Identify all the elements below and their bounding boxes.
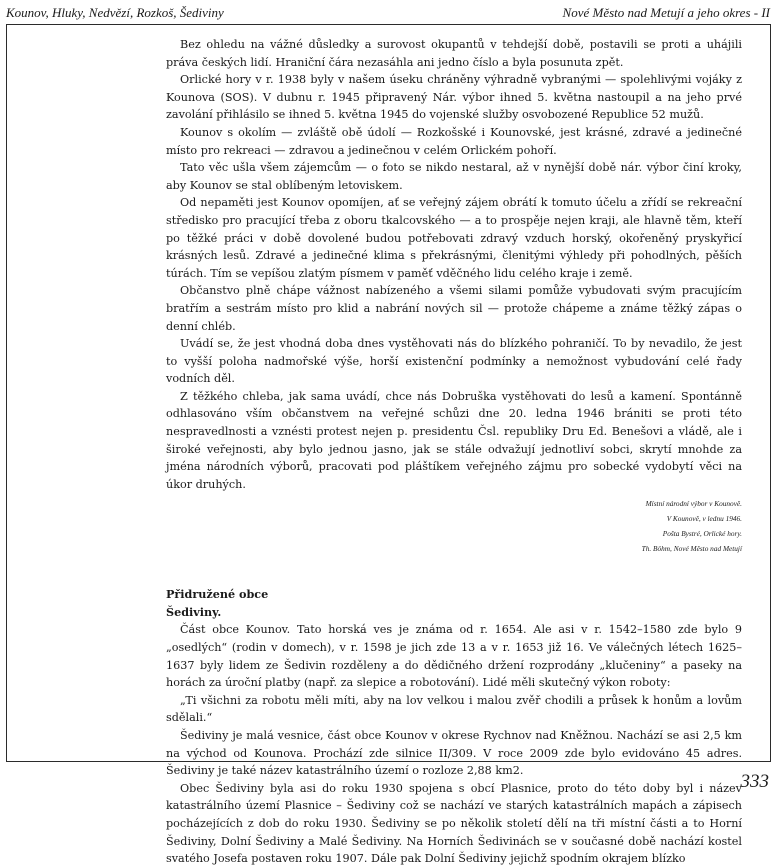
section-subheading: Šediviny. (166, 604, 222, 619)
paragraph: Uvádí se, že jest vhodná doba dnes vystěhovati nás do blízkého pohraničí. To by nevadilo, že jest to vyšší poloha nadmořské výše, horší existenční podmínky a nemožnost vybudování celé řady vodních děl. (166, 337, 742, 386)
quote-paragraph: „Ti všichni za robotu měli míti, aby na lov velkou i malou zvěř chodili a průsek k honům a lovům sdělali.“ (166, 693, 742, 725)
signature-line: V Kounově, v lednu 1946. (666, 514, 742, 524)
running-head (6, 2, 770, 24)
section-pridruzene-obce (166, 586, 742, 868)
running-head-left: Kounov, Hluky, Nedvězí, Rozkoš, Šediviny (6, 5, 224, 20)
paragraph: Z těžkého chleba, jak sama uvádí, chce nás Dobruška vystěhovati do lesů a kamení. Spontánně odhlasováno vším občanstvem na veřejné schůzi dne 20. ledna 1946 brániti se proti této nespravedlnosti a vznésti protest nejen p. presidentu Čsl. republiky Dru Ed. Benešovi a vládě, ale i široké veřejnosti, aby bylo jednou jasno, jak se stále odvažují jednotliví sobci, skrytí mnohde za jména národních výborů, pracovati pod pláštíkem veřejného zájmu pro sobecké vydobytí věci na úkor druhých. (166, 389, 742, 491)
page-number: 333 (740, 771, 769, 792)
paragraph: Tato věc ušla všem zájemcům — o foto se nikdo nestaral, až v nynější době nár. výbor činí kroky, aby Kounov se stal oblíbeným letoviskem. (166, 161, 742, 192)
paragraph: Orlické hory v r. 1938 byly v našem úseku chráněny výhradně vybranými — spolehlivými vojáky z Kounova (SOS). V dubnu r. 1945 připravený Nár. výbor ihned 5. května nastoupil a na jeho prvé zavolání přihlásilo se ihned 5. května 1945 do vojenské služby osvobozené Republice 52 mužů. (166, 73, 742, 122)
section-heading: Přidružené obce (166, 587, 269, 602)
signature-line: Th. Böhm, Nové Město nad Metují (641, 543, 742, 553)
paragraph: Od nepaměti jest Kounov opomíjen, ať se veřejný zájem obrátí k tomuto účelu a zřídí se rekreační středisko pro pracující třeba z oboru tkalcovského — a to prospěje nejen kraji, ale hlavně těm, kteří po těžké práci v době dovolené budou potřebovati zdravý vzduch horský, okořeněný pryskyřicí krásných lesů. Zdravé a jedinečné klima s překrásnými, členitými výhledy při pohodlných, pěších túrách. Tím se vepíšou zlatým písmem v paměť vděčného lidu celého kraje i země. (166, 196, 742, 280)
signature-block (166, 497, 742, 556)
running-head-right: Nové Město nad Metují a jeho okres - II (562, 5, 770, 20)
paragraph: Bez ohledu na vážné důsledky a surovost okupantů v tehdejší době, postavili se proti a uhájili práva českých lidí. Hraniční čára nezasáhla ani jedno číslo a byla posunuta zpět. (166, 38, 742, 69)
paragraph: Kounov s okolím — zvláště obě údolí — Rozkošské i Kounovské, jest krásné, zdravé a jedinečné místo pro rekreaci — zdravou a jedinečnou v celém Orlickém pohoří. (166, 125, 742, 157)
paragraph: Část obce Kounov. Tato horská ves je známa od r. 1654. Ale asi v r. 1542–1580 zde bylo 9 „osedlých“ (rodin v domech), v r. 1598 je jich zde 13 a v r. 1653 již 16. Ve válečných létech 1625–1637 byly lidem ze Šedivin rozděleny a do dědičného držení rozprodány „klučeniny“ a paseky na horách za úroční platby (např. za slepice a robotování). Lidé měli skutečný výkon roboty: (166, 623, 742, 690)
signature-line: Pošta Bystré, Orlické hory. (662, 528, 742, 538)
paragraph: Šediviny je malá vesnice, část obce Kounov v okrese Rychnov nad Kněžnou. Nachází se asi 2,5 km na východ od Kounova. Prochází zde silnice II/309. V roce 2009 zde bylo evidováno 45 adres. Šediviny je také název katastrálního území o rozloze 2,88 km2. (166, 729, 742, 778)
text-column (166, 36, 742, 868)
paragraph: Obec Šediviny byla asi do roku 1930 spojena s obcí Plasnice, proto do této doby byl i název katastrálního území Plasnice – Šediviny což se nachází ve starých katastrálních mapách a zápisech pocházejících z dob do roku 1930. Šediviny se po několik století dělí na tři místní části a to Horní Šediviny, Dolní Šediviny a Malé Šediviny. Na Horních Šedivinách se v současné době nachází kostel svatého Josefa postaven roku 1907. Dále pak Dolní Šediviny jejichž spodním okrajem blízko (166, 781, 742, 866)
paragraph: Občanstvo plně chápe vážnost nabízeného a všemi silami pomůže vybudovati svým pracujícím bratřím a sestrám místo pro klid a nabrání nových sil — protože chápeme a známe těžký zápas o denní chléb. (166, 284, 742, 333)
signature-line: Místní národní výbor v Kounově. (645, 499, 742, 509)
